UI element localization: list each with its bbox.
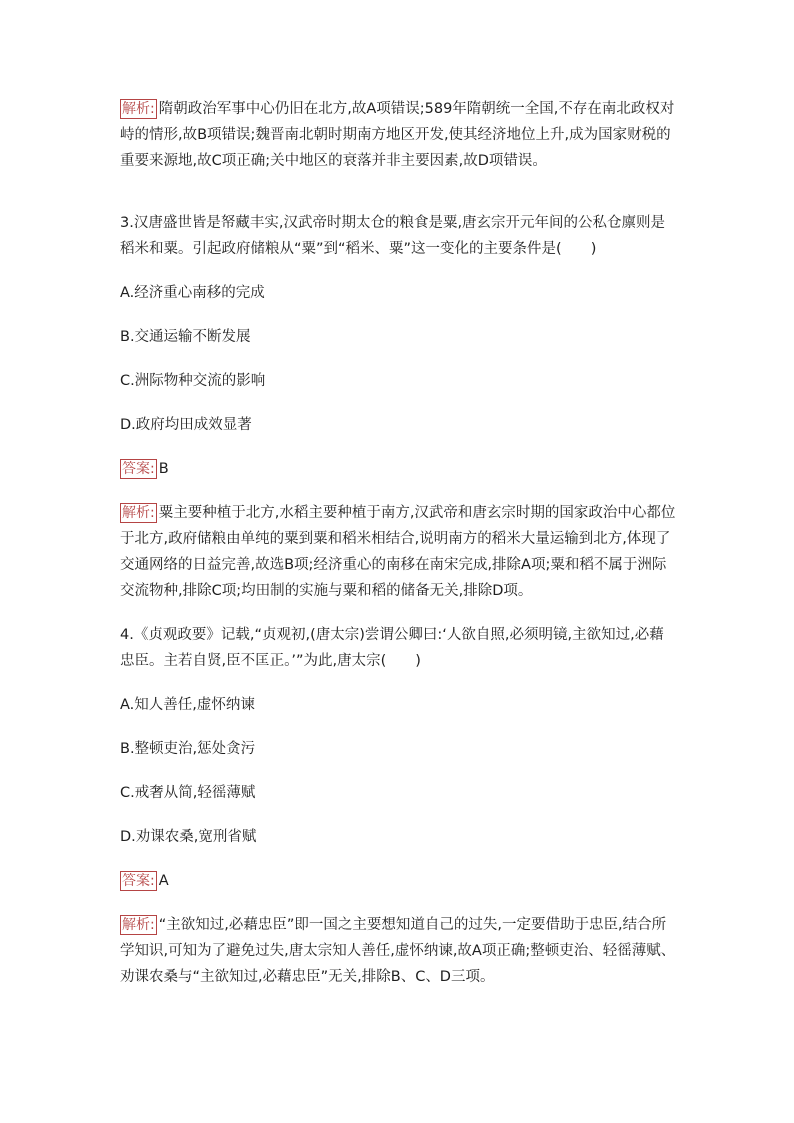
analysis-label: 解析: — [122, 917, 155, 933]
q3-analysis — [120, 500, 676, 604]
q3-option-b: B.交通运输不断发展 — [120, 329, 251, 345]
analysis-text: 隋朝政治军事中心仍旧在北方,故A项错误;589年隋朝统一全国,不存在南北政权对峙的情形,故B项错误;魏晋南北朝时期南方地区开发,使其经济地位上升,成为国家财税的重要来源地,故C项正确;关中地区的衰落并非主要因素,故D项错误。 — [120, 101, 675, 169]
q3-answer — [120, 456, 676, 482]
q4-analysis — [120, 912, 676, 990]
q4-option-b: B.整顿吏治,惩处贪污 — [120, 741, 256, 757]
q4-answer — [120, 868, 676, 894]
question-4-stem: 4.《贞观政要》记载,“贞观初,(唐太宗)尝谓公卿曰:‘人欲自照,必须明镜,主欲知过,必藉忠臣。主若自贤,臣不匡正。’”为此,唐太宗( ) — [120, 627, 664, 669]
q4-option-a: A.知人善任,虚怀纳谏 — [120, 697, 255, 713]
answer-value: A — [158, 873, 169, 889]
q4-option-d: D.劝课农桑,宽刑省赋 — [120, 829, 257, 845]
document-page — [120, 96, 676, 1008]
question-3-stem: 3.汉唐盛世皆是帑藏丰实,汉武帝时期太仓的粮食是粟,唐玄宗开元年间的公私仓廪则是稻米和粟。引起政府储粮从“粟”到“稻米、粟”这一变化的主要条件是( ) — [120, 215, 666, 257]
analysis-text: “主欲知过,必藉忠臣”即一国之主要想知道自己的过失,一定要借助于忠臣,结合所学知识,可知为了避免过失,唐太宗知人善任,虚怀纳谏,故A项正确;整顿吏治、轻徭薄赋、劝课农桑与“主欲知过,必藉忠臣”无关,排除B、C、D三项。 — [120, 917, 676, 985]
q3-option-a: A.经济重心南移的完成 — [120, 285, 265, 301]
q4-option-c: C.戒奢从简,轻徭薄赋 — [120, 785, 256, 801]
q3-option-d: D.政府均田成效显著 — [120, 417, 252, 433]
analysis-label: 解析: — [122, 101, 155, 117]
answer-value: B — [158, 461, 169, 477]
q3-option-c: C.洲际物种交流的影响 — [120, 373, 266, 389]
analysis-label: 解析: — [122, 505, 155, 521]
answer-label: 答案: — [122, 873, 155, 889]
analysis-prev — [120, 96, 676, 174]
answer-label: 答案: — [122, 461, 155, 477]
analysis-text: 粟主要种植于北方,水稻主要种植于南方,汉武帝和唐玄宗时期的国家政治中心都位于北方,政府储粮由单纯的粟到粟和稻米相结合,说明南方的稻米大量运输到北方,体现了交通网络的日益完善,故选B项;经济重心的南移在南宋完成,排除A项;粟和稻不属于洲际交流物种,排除C项;均田制的实施与粟和稻的储备无关,排除D项。 — [120, 505, 676, 599]
